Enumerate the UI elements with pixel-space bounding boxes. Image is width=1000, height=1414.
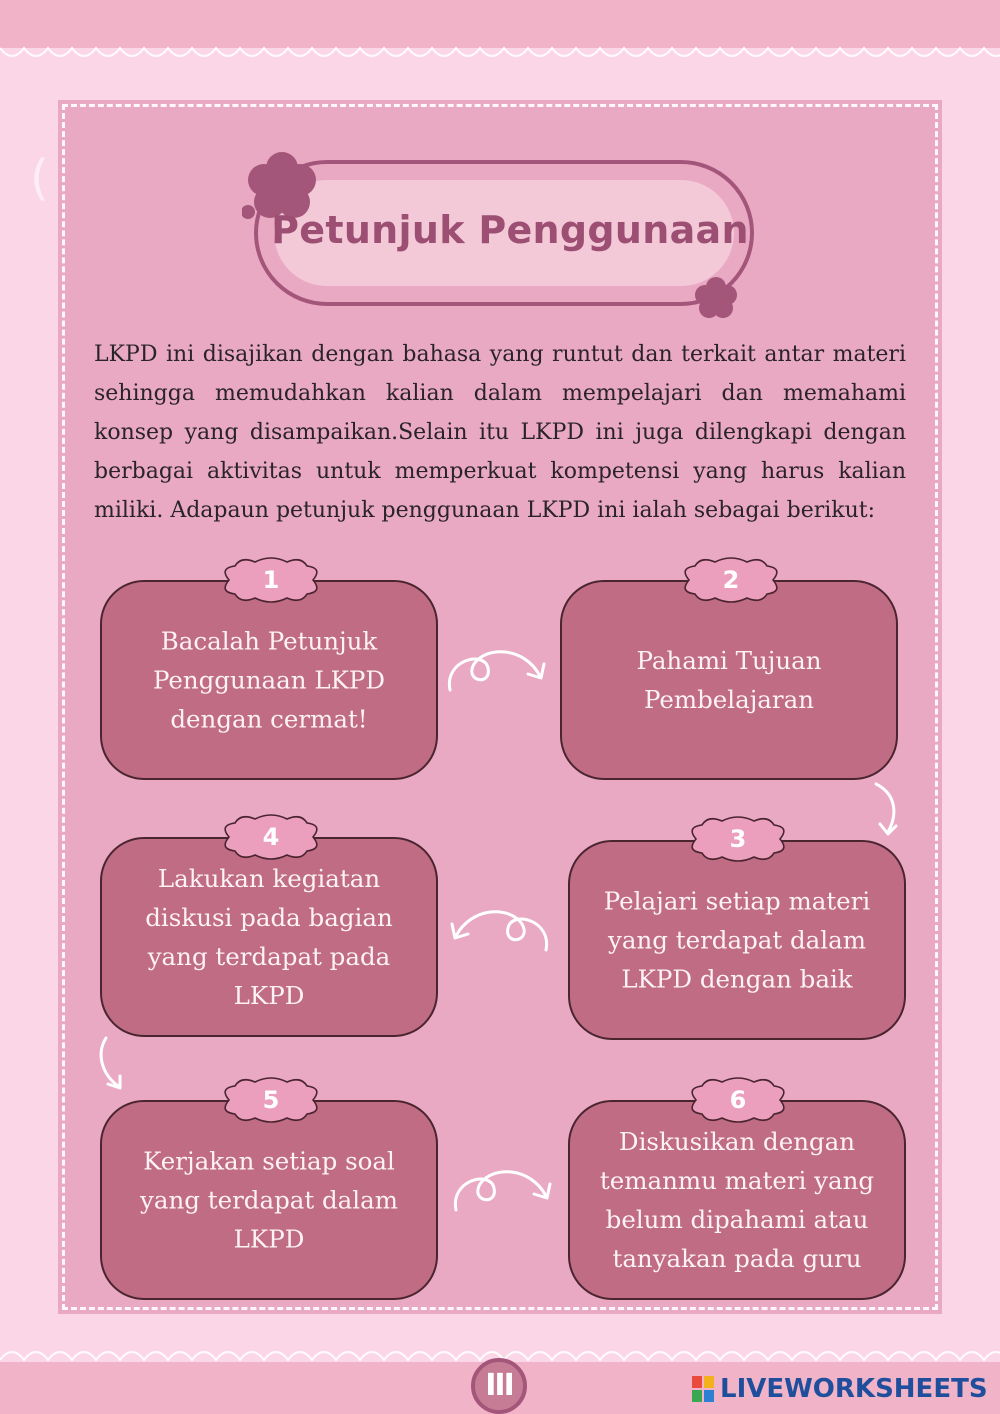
title-banner bbox=[240, 150, 760, 320]
step-badge-4 bbox=[219, 813, 323, 861]
step-number: 4 bbox=[262, 823, 280, 851]
step-badge-1 bbox=[219, 556, 323, 604]
step-card-3 bbox=[568, 840, 906, 1040]
step-badge-5 bbox=[219, 1076, 323, 1124]
step-card-2 bbox=[560, 580, 898, 780]
step-number: 2 bbox=[722, 566, 740, 594]
step-badge-6 bbox=[686, 1076, 790, 1124]
step-number: 3 bbox=[729, 825, 747, 853]
step-card-5 bbox=[100, 1100, 438, 1300]
decorative-c-glyph: ( bbox=[30, 150, 49, 206]
step-number: 5 bbox=[262, 1086, 280, 1114]
liveworksheets-logo-icon bbox=[692, 1376, 714, 1402]
loop-arrow-right-icon bbox=[444, 640, 548, 696]
curve-arrow-down-icon bbox=[868, 780, 904, 840]
step-text: Diskusikan dengan temanmu materi yang belum dipahami atau tanyakan pada guru bbox=[599, 1127, 875, 1273]
brand-name: LIVEWORKSHEETS bbox=[720, 1374, 988, 1404]
step-text: Lakukan kegiatan diskusi pada bagian yang terdapat pada LKPD bbox=[145, 864, 393, 1010]
step-number: 1 bbox=[262, 566, 280, 594]
step-badge-2 bbox=[679, 556, 783, 604]
step-text: Pelajari setiap materi yang terdapat dalam LKPD dengan baik bbox=[603, 886, 871, 994]
step-badge-3 bbox=[686, 815, 790, 863]
step-text: Bacalah Petunjuk Penggunaan LKPD dengan cermat! bbox=[152, 626, 386, 734]
intro-paragraph: LKPD ini disajikan dengan bahasa yang runtut dan terkait antar materi sehingga memudahkan kalian dalam mempelajari dan memahami konsep yang disampaikan.Selain itu LKPD ini juga dilengkapi dengan berbagai aktivitas untuk memperkuat kompetensi yang harus kalian miliki. Adapaun petunjuk penggunaan LKPD ini ialah sebagai berikut: bbox=[94, 342, 906, 523]
step-card-1 bbox=[100, 580, 438, 780]
top-lace-border bbox=[0, 40, 1000, 70]
step-card-4 bbox=[100, 837, 438, 1037]
page-number-badge: III bbox=[471, 1358, 527, 1414]
step-text: Kerjakan setiap soal yang terdapat dalam LKPD bbox=[140, 1146, 398, 1254]
step-text: Pahami Tujuan Pembelajaran bbox=[636, 646, 822, 714]
step-card-6 bbox=[568, 1100, 906, 1300]
loop-arrow-left-icon bbox=[448, 900, 552, 956]
flower-icon bbox=[692, 276, 740, 320]
brand-watermark bbox=[692, 1372, 988, 1406]
page-title: Petunjuk Penggunaan bbox=[271, 208, 749, 252]
curve-arrow-down-icon bbox=[96, 1034, 132, 1094]
loop-arrow-right-icon bbox=[450, 1160, 554, 1216]
step-number: 6 bbox=[729, 1086, 747, 1114]
